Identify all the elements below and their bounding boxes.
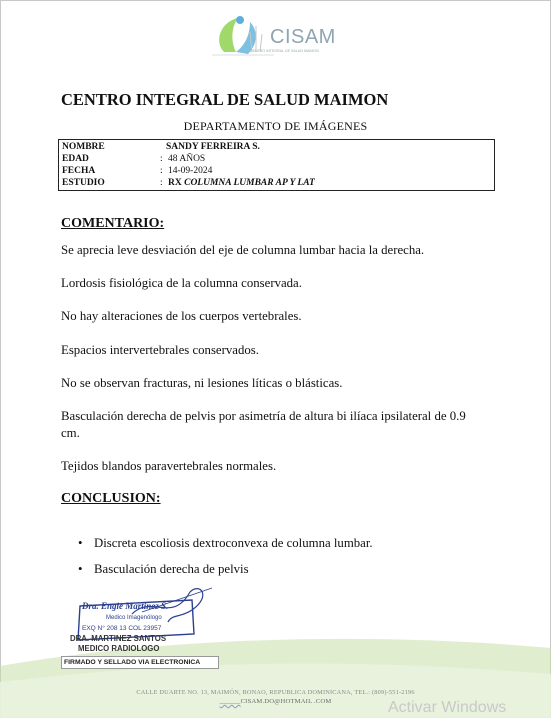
logo-text: CISAM xyxy=(270,26,336,48)
study-date: 14-09-2024 xyxy=(168,166,213,176)
info-colon: : xyxy=(160,166,163,176)
conclusion-heading: CONCLUSION: xyxy=(61,491,161,506)
study-name: COLUMNA LUMBAR AP Y LAT xyxy=(184,178,315,188)
comment-paragraph: Basculación derecha de pelvis por asimetría de altura bi ilíaca ipsilateral de 0.9 cm. xyxy=(61,409,466,440)
info-label: FECHA xyxy=(62,166,96,176)
study-type xyxy=(168,177,315,189)
bullet-icon: • xyxy=(78,562,83,576)
logo-subtitle: CENTRO INTEGRAL DE SALUD MAIMON xyxy=(250,49,319,53)
patient-name: SANDY FERREIRA S. xyxy=(166,142,260,152)
comment-paragraph: Se aprecia leve desviación del eje de columna lumbar hacia la derecha. xyxy=(61,243,425,257)
doctor-title: MEDICO RADIOLOGO xyxy=(78,644,160,653)
footer-address: CALLE DUARTE NO. 13, MAIMÓN, BONAO, REPUBLICA DOMINICANA, TEL.: (809)-551-2196 xyxy=(136,689,415,696)
footer-email-text: CISAM.DO@HOTMAIL .COM xyxy=(240,698,332,705)
info-colon: : xyxy=(160,178,163,188)
footer-email: ______CISAM.DO@HOTMAIL .COM xyxy=(219,698,332,705)
comment-paragraph: No se observan fracturas, ni lesiones líticas o blásticas. xyxy=(61,376,343,390)
stamp-exequatur: EXQ N° 208 13 COL 23957 xyxy=(82,625,162,632)
study-prefix: RX xyxy=(168,178,185,188)
patient-age: 48 AÑOS xyxy=(168,154,206,164)
department-title: DEPARTAMENTO DE IMÁGENES xyxy=(183,119,368,133)
info-label: ESTUDIO xyxy=(62,178,105,188)
document-title: CENTRO INTEGRAL DE SALUD MAIMON xyxy=(61,90,389,109)
info-label: EDAD xyxy=(62,154,89,164)
patient-info-box xyxy=(58,139,495,191)
stamp-title: Medico Imagenólogo xyxy=(106,615,162,621)
electronic-signature-note: FIRMADO Y SELLADO VIA ELECTRONICA xyxy=(61,656,219,669)
bullet-icon: • xyxy=(78,536,83,550)
stamp-name: Dra. Engie Martinez S. xyxy=(82,601,169,611)
doctor-name: DRA. MARTINEZ SANTOS xyxy=(70,634,167,643)
signature-lines xyxy=(70,634,166,654)
windows-watermark: Activar Windows xyxy=(388,699,507,716)
comment-heading: COMENTARIO: xyxy=(61,216,165,231)
comment-paragraph: Tejidos blandos paravertebrales normales. xyxy=(61,459,277,473)
info-label: NOMBRE xyxy=(62,142,105,152)
comment-paragraph: Lordosis fisiológica de la columna conservada. xyxy=(61,276,302,290)
info-colon: : xyxy=(160,154,163,164)
conclusion-item-text: Basculación derecha de pelvis xyxy=(94,562,249,576)
comment-paragraph: Espacios intervertebrales conservados. xyxy=(61,343,259,357)
conclusion-item-text: Discreta escoliosis dextroconvexa de columna lumbar. xyxy=(94,536,373,550)
cisam-logo xyxy=(210,12,350,62)
comment-paragraph: No hay alteraciones de los cuerpos vertebrales. xyxy=(61,309,302,323)
